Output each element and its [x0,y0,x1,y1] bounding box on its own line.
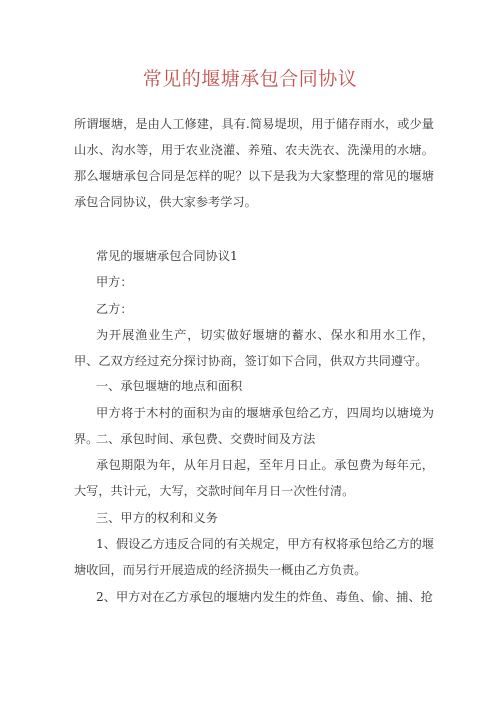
section1-heading: 一、承包堰塘的地点和面积 [96,379,243,393]
section2-heading: 二、承包时间、承包费、交费时间及方法 [96,432,316,446]
agreement-heading: 常见的堰塘承包合同协议1 [96,249,238,263]
intro-paragraph: 所谓堰塘，是由人工修建，具有.简易堤坝，用于储存雨水，或少量山水、沟水等，用于农业浇灌、养殖、农夫洗衣、洗澡用的水塘。那么堰塘承包合同是怎样的呢？以下是我为大家整理的常见的堰塘承包合同协议，供大家参考学习。 [74,117,434,209]
section3-item2: 2、甲方对在乙方承包的堰塘内发生的炸鱼、毒鱼、偷、捕、抢 [96,590,433,604]
section3-heading: 三、甲方的权利和义务 [96,511,218,525]
section2-text: 承包期限为年，从年月日起，至年月日止。承包费为每年元，大写，共计元，大写，交款时间年月日一次性付清。 [74,458,434,498]
section3-item1: 1、假设乙方违反合同的有关规定，甲方有权将承包给乙方的堰塘收回，而另行开展造成的经济损失一概由乙方负责。 [74,537,434,577]
party-b-label: 乙方： [96,302,133,316]
party-a-label: 甲方： [96,275,133,289]
section1-text: 甲方将于木村的面积为亩的堰塘承包给乙方，四周均以塘境为界。 [74,406,434,446]
document-title: 常见的堰塘承包合同协议 [142,68,358,90]
preamble-paragraph: 为开展渔业生产，切实做好堰塘的蓄水、保水和用水工作，甲、乙双方经过充分探讨协商，签订如下合同，供双方共同遵守。 [74,328,434,368]
